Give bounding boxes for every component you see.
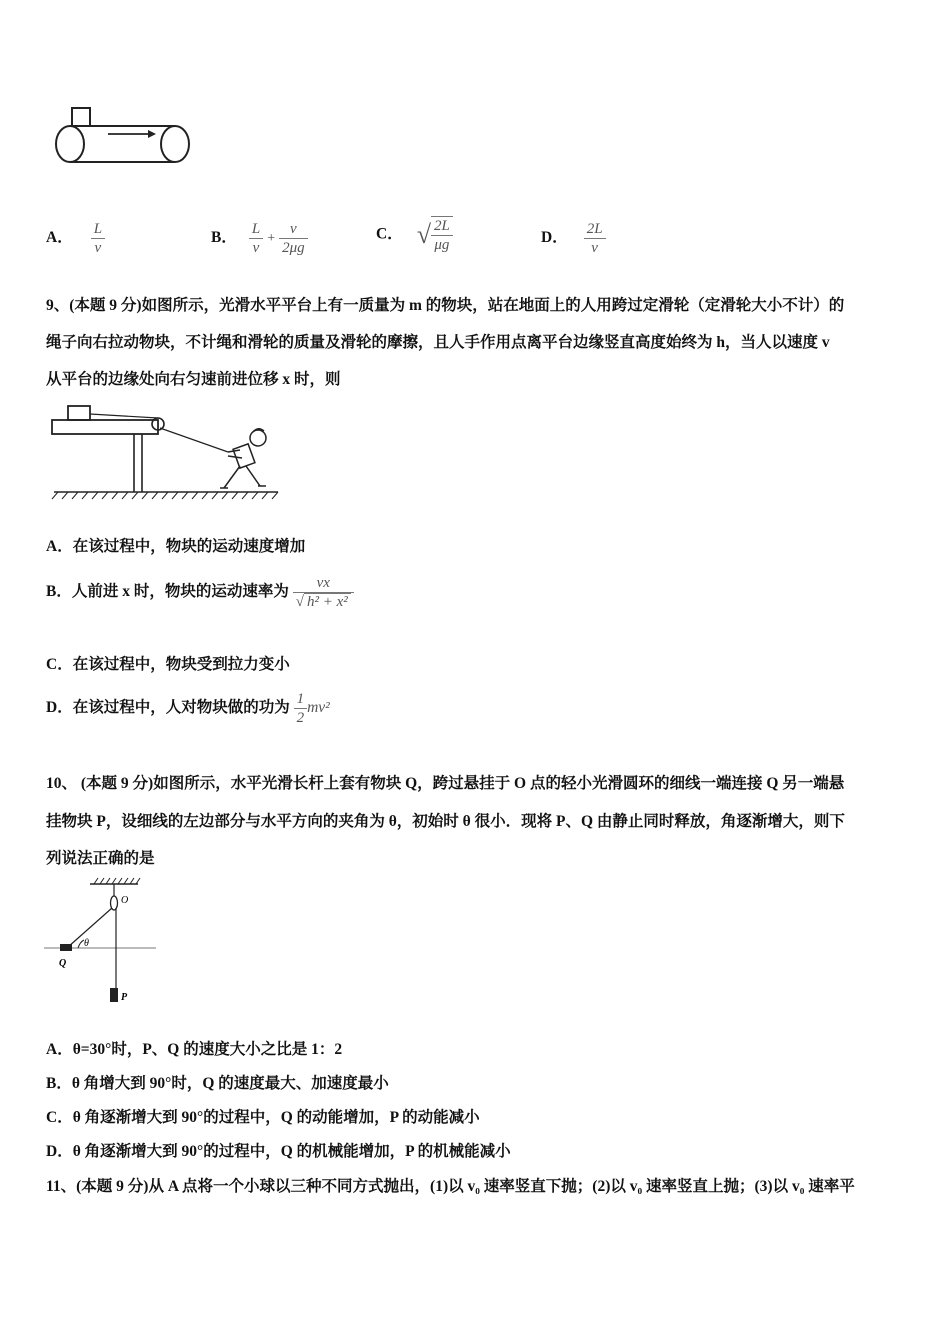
q10-option-a: A．θ=30°时，P、Q 的速度大小之比是 1：2 — [46, 1041, 343, 1058]
q8-b-denominator-1: v — [252, 240, 260, 256]
q10-option-c: C．θ 角逐渐增大到 90°的过程中，Q 的动能增加，P 的动能减小 — [46, 1109, 480, 1126]
q8-d-denominator: v — [591, 240, 598, 256]
q8-a-numerator: L — [91, 220, 105, 239]
q8-b-numerator-2: v — [279, 220, 308, 239]
q11-stem-line-1: 11、(本题 9 分)从 A 点将一个小球以三种不同方式抛出，(1)以 v₀ 速率竖直下抛；(2)以 v₀ 速率竖直上抛；(3)以 v₀ 速率平 — [46, 1178, 855, 1195]
q10-option-d: D．θ 角逐渐增大到 90°的过程中，Q 的机械能增加，P 的机械能减小 — [46, 1143, 511, 1160]
q8-b-denominator-2: 2μg — [282, 240, 305, 256]
q8-c-denominator: μg — [434, 237, 450, 253]
q9-option-c: C．在该过程中，物块受到拉力变小 — [46, 656, 290, 673]
q9-d-denominator: 2 — [296, 710, 305, 726]
q8-c-numerator: 2L — [431, 217, 453, 236]
q9-option-b-text: B．人前进 x 时，物块的运动速率为 — [46, 583, 289, 601]
q10-label-q: Q — [59, 958, 67, 969]
q9-b-numerator: vx — [293, 574, 354, 593]
q8-option-d: D． $\frac{2L}{v}$ — [541, 220, 606, 257]
q9-option-a: A．在该过程中，物块的运动速度增加 — [46, 538, 306, 555]
q9-option-b — [46, 574, 354, 611]
q9-stem-line-2: 绳子向右拉动物块，不计绳和滑轮的质量及滑轮的摩擦，且人手作用点离平台边缘竖直高度始终为 h，当人以速度 v — [46, 334, 830, 351]
q9-d-tail: mv² — [307, 699, 330, 717]
q9-stem-line-3: 从平台的边缘处向右匀速前进位移 x 时，则 — [46, 371, 341, 388]
q8-option-b: B． $\frac{L}{v}$ + $\frac{v}{2\mu g}$ — [211, 220, 308, 257]
q10-stem-line-3: 列说法正确的是 — [46, 850, 155, 867]
q10-option-b: B．θ 角增大到 90°时，Q 的速度最大、加速度最小 — [46, 1075, 389, 1092]
q10-label-o: O — [121, 895, 129, 906]
q8-b-plus: + — [267, 231, 276, 247]
q9-pulley-figure — [50, 402, 280, 502]
q10-stem-line-1: 10、 (本题 9 分)如图所示，水平光滑长杆上套有物块 Q，跨过悬挂于 O 点的轻小光滑圆环的细线一端连接 Q 另一端悬 — [46, 775, 845, 792]
q8-b-numerator-1: L — [249, 220, 263, 239]
q8-option-a: A． $\frac{L}{v}$ — [46, 220, 105, 257]
q10-label-theta: θ — [84, 938, 89, 949]
q10-stem-line-2: 挂物块 P，设细线的左边部分与水平方向的夹角为 θ，初始时 θ 很小．现将 P、Q 由静止同时释放，角逐渐增大，则下 — [46, 813, 845, 830]
sqrt-sign-icon: √ — [416, 220, 431, 249]
person-pulling-icon — [220, 429, 266, 488]
q9-stem-line-1: 9、(本题 9 分)如图所示，光滑水平平台上有一质量为 m 的物块，站在地面上的人用跨过定滑轮（定滑轮大小不计）的 — [46, 297, 845, 314]
q8-option-c: C． √ $\frac{2L}{\mu g}$ — [376, 216, 453, 254]
q10-label-p: P — [121, 992, 128, 1003]
q10-ring-figure — [44, 876, 164, 1006]
q8-d-numerator: 2L — [584, 220, 606, 239]
q9-option-d-text: D．在该过程中，人对物块做的功为 — [46, 699, 290, 717]
q9-option-d — [46, 690, 330, 727]
q9-b-radicand: h² + x² — [304, 593, 351, 610]
conveyor-figure — [50, 100, 195, 170]
q8-a-denominator: v — [94, 240, 102, 256]
sqrt-sign-icon: √ — [295, 594, 304, 610]
q9-d-numerator: 1 — [294, 690, 308, 709]
